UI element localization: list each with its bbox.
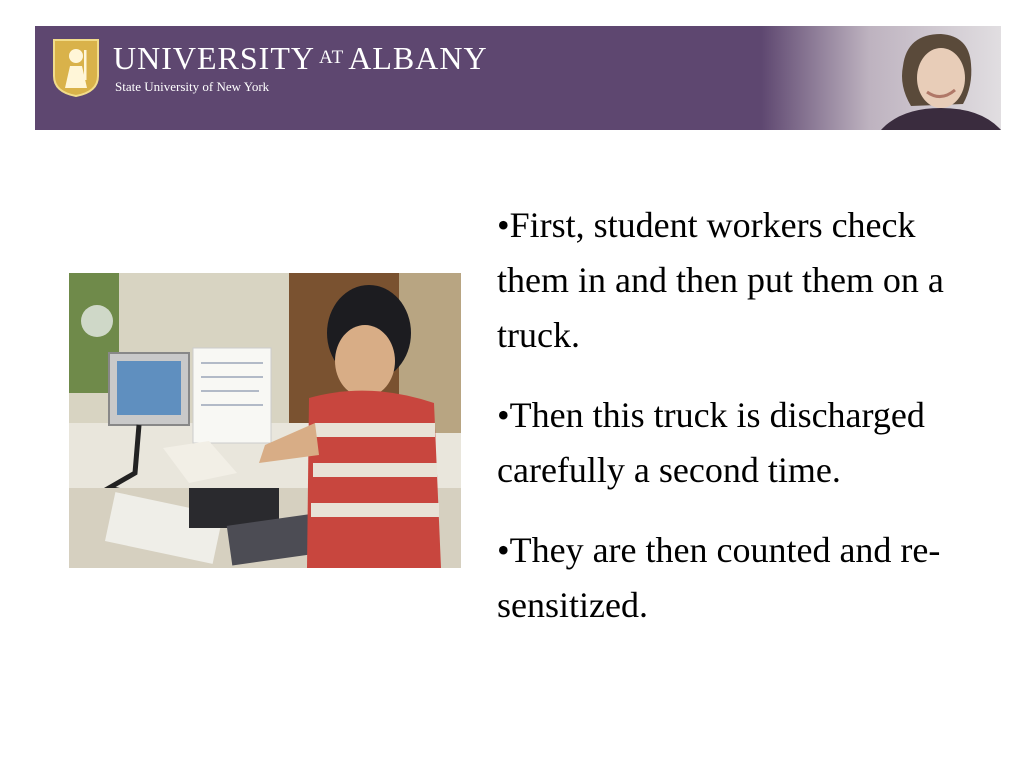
header-banner xyxy=(35,26,1001,130)
university-seal-icon xyxy=(50,36,102,98)
university-wordmark xyxy=(113,40,488,77)
wordmark-university: UNIVERSITY xyxy=(113,40,315,76)
bullet-item: •First, student workers check them in and then put them on a truck. xyxy=(497,205,944,355)
bullet-item: •Then this truck is discharged carefully a second time. xyxy=(497,395,925,490)
university-subtitle: State University of New York xyxy=(115,79,270,94)
bullet-list xyxy=(497,198,977,658)
student-at-computer-photo xyxy=(69,273,461,568)
bullet-item: •They are then counted and re-sensitized. xyxy=(497,530,941,625)
wordmark-albany: ALBANY xyxy=(348,40,488,76)
banner-portrait-image xyxy=(841,26,1001,130)
wordmark-at: AT xyxy=(318,47,345,68)
